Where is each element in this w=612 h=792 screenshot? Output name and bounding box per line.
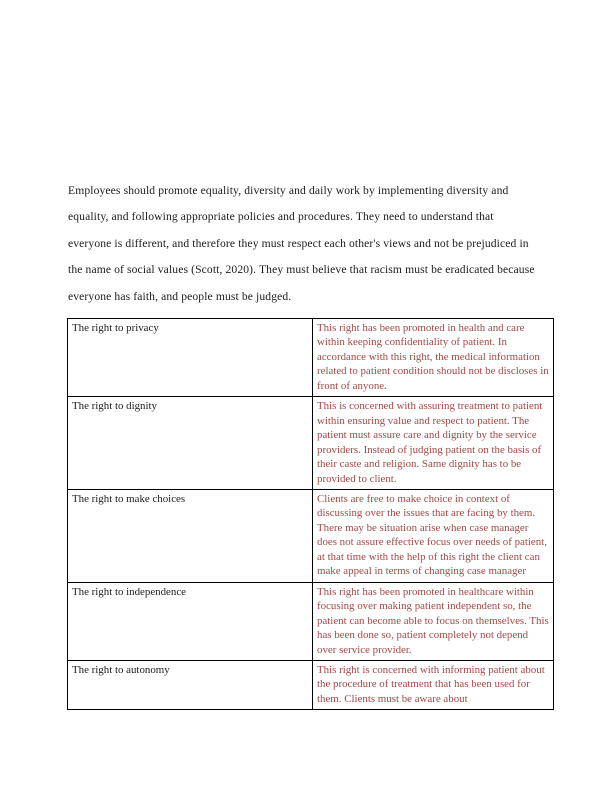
table-row bbox=[68, 582, 554, 660]
table-cell-description bbox=[313, 397, 554, 490]
table-cell-description bbox=[313, 660, 554, 709]
table-cell-description bbox=[313, 582, 554, 660]
table-row bbox=[68, 397, 554, 490]
right-term-label: The right to make choices bbox=[72, 492, 186, 505]
table-cell-description bbox=[313, 319, 554, 397]
right-term-label: The right to autonomy bbox=[72, 663, 170, 676]
table-cell-term bbox=[68, 582, 313, 660]
right-description-text: Clients are free to make choice in context of discussing over the issues that are facing by them. There may be situation arise when case manager does not assure effective focus over needs of patient, at that time with the help of this right the client can make appeal in terms of changing case manager bbox=[317, 492, 547, 578]
right-description-text: This right has been promoted in healthcare within focusing over making patient independent so, the patient can become able to focus on themselves. This has been done so, patient completely not depend over service provider. bbox=[317, 585, 549, 656]
table-row bbox=[68, 489, 554, 582]
table-cell-term bbox=[68, 660, 313, 709]
table-row bbox=[68, 660, 554, 709]
table-row bbox=[68, 319, 554, 397]
right-description-text: This right is concerned with informing patient about the procedure of treatment that has been used for them. Clients must be aware about bbox=[317, 663, 545, 705]
rights-table bbox=[67, 318, 554, 710]
table-cell-description bbox=[313, 489, 554, 582]
table-cell-term bbox=[68, 489, 313, 582]
rights-table-body bbox=[68, 319, 554, 710]
body-paragraph-block bbox=[68, 178, 538, 310]
right-term-label: The right to privacy bbox=[72, 322, 159, 334]
right-term-label: The right to independence bbox=[72, 585, 187, 598]
table-cell-term bbox=[68, 397, 313, 490]
right-description-text: This right has been promoted in health and care within keeping confidentiality of patient. In accordance with this right, the medical information related to patient condition should not be discloses in front of anyone. bbox=[317, 322, 549, 392]
right-term-label: The right to dignity bbox=[72, 400, 157, 413]
body-paragraph: Employees should promote equality, diversity and daily work by implementing diversity and equality, and following appropriate policies and procedures. They need to understand that everyone is different, and therefore they must respect each other's views and not be prejudiced in the name of social values (Scott, 2020). They must believe that racism must be eradicated because everyone has faith, and people must be judged. bbox=[68, 184, 535, 303]
page-bottom-margin bbox=[0, 711, 612, 792]
table-cell-term bbox=[68, 319, 313, 397]
right-description-text: This is concerned with assuring treatment to patient within ensuring value and respect to patient. The patient must assure care and dignity by the service providers. Instead of judging patient on the basis of their caste and religion. Same dignity has to be provided to client. bbox=[317, 400, 543, 485]
